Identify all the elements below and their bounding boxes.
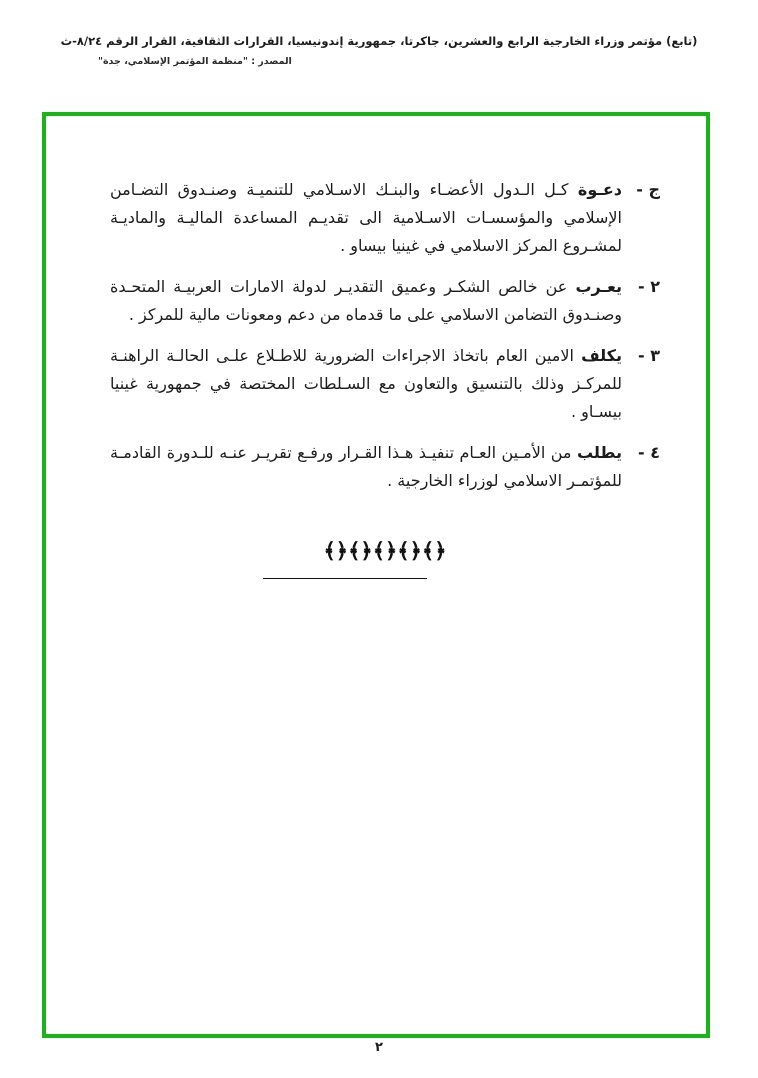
item-body: الامين العام باتخاذ الاجراءات الضرورية للاطـلاع علـى الحالـة الراهنـة للمركـز وذلك بالتنسيق والتعاون مع السـلطات المختصة في جمهورية غينيا بيسـاو . — [110, 346, 622, 421]
item-body: عن خالص الشكـر وعميق التقديـر لدولة الامارات العربيـة المتحـدة وصنـدوق التضامن الاسلامي على ما قدماه من دعم ومعونات مالية للمركز . — [110, 277, 622, 324]
item-text — [110, 342, 622, 426]
item-lead: يطلب — [576, 443, 622, 462]
item-body: من الأمـين العـام تنفيـذ هـذا القـرار ورفـع تقريـر عنـه للـدورة القادمـة للمؤتمـر الاسلامي لوزراء الخارجية . — [110, 443, 622, 490]
signature-rule — [263, 578, 427, 579]
item-marker: ٣ - — [638, 346, 660, 365]
item-text — [110, 176, 622, 260]
item-lead: يكلف — [581, 346, 622, 365]
content-frame — [42, 112, 710, 1038]
item-marker: ج - — [636, 180, 660, 199]
header-title: (تابع) مؤتمر وزراء الخارجية الرابع والعشرين، جاكرتا، جمهورية إندونيسيا، القرارات الثقافية، القرار الرقم ٨/٢٤-ث — [60, 34, 698, 48]
item-text — [110, 273, 622, 329]
resolution-item — [110, 273, 660, 329]
ornament-divider: ﴿﴾﴿﴾﴿﴾﴿﴾﴿﴾ — [323, 539, 447, 563]
resolution-item — [110, 439, 660, 495]
item-marker: ٤ - — [638, 443, 660, 462]
item-marker: ٢ - — [638, 277, 660, 296]
item-text — [110, 439, 622, 495]
resolution-item — [110, 342, 660, 426]
resolution-item — [110, 176, 660, 260]
item-lead: دعـوة — [577, 180, 622, 199]
item-body: كـل الـدول الأعضـاء والبنـك الاسـلامي للتنميـة وصنـدوق التضـامن الإسلامي والمؤسسـات الاسـلامية الى تقديـم المساعدة الماليـة والماديـة لمشـروع المركز الاسلامي في غينيا بيساو . — [110, 180, 622, 255]
header-source: المصدر : "منظمة المؤتمر الإسلامي، جدة" — [98, 56, 292, 67]
resolution-body — [110, 176, 660, 563]
page-number: ٢ — [375, 1040, 383, 1055]
item-lead: يعـرب — [575, 277, 622, 296]
